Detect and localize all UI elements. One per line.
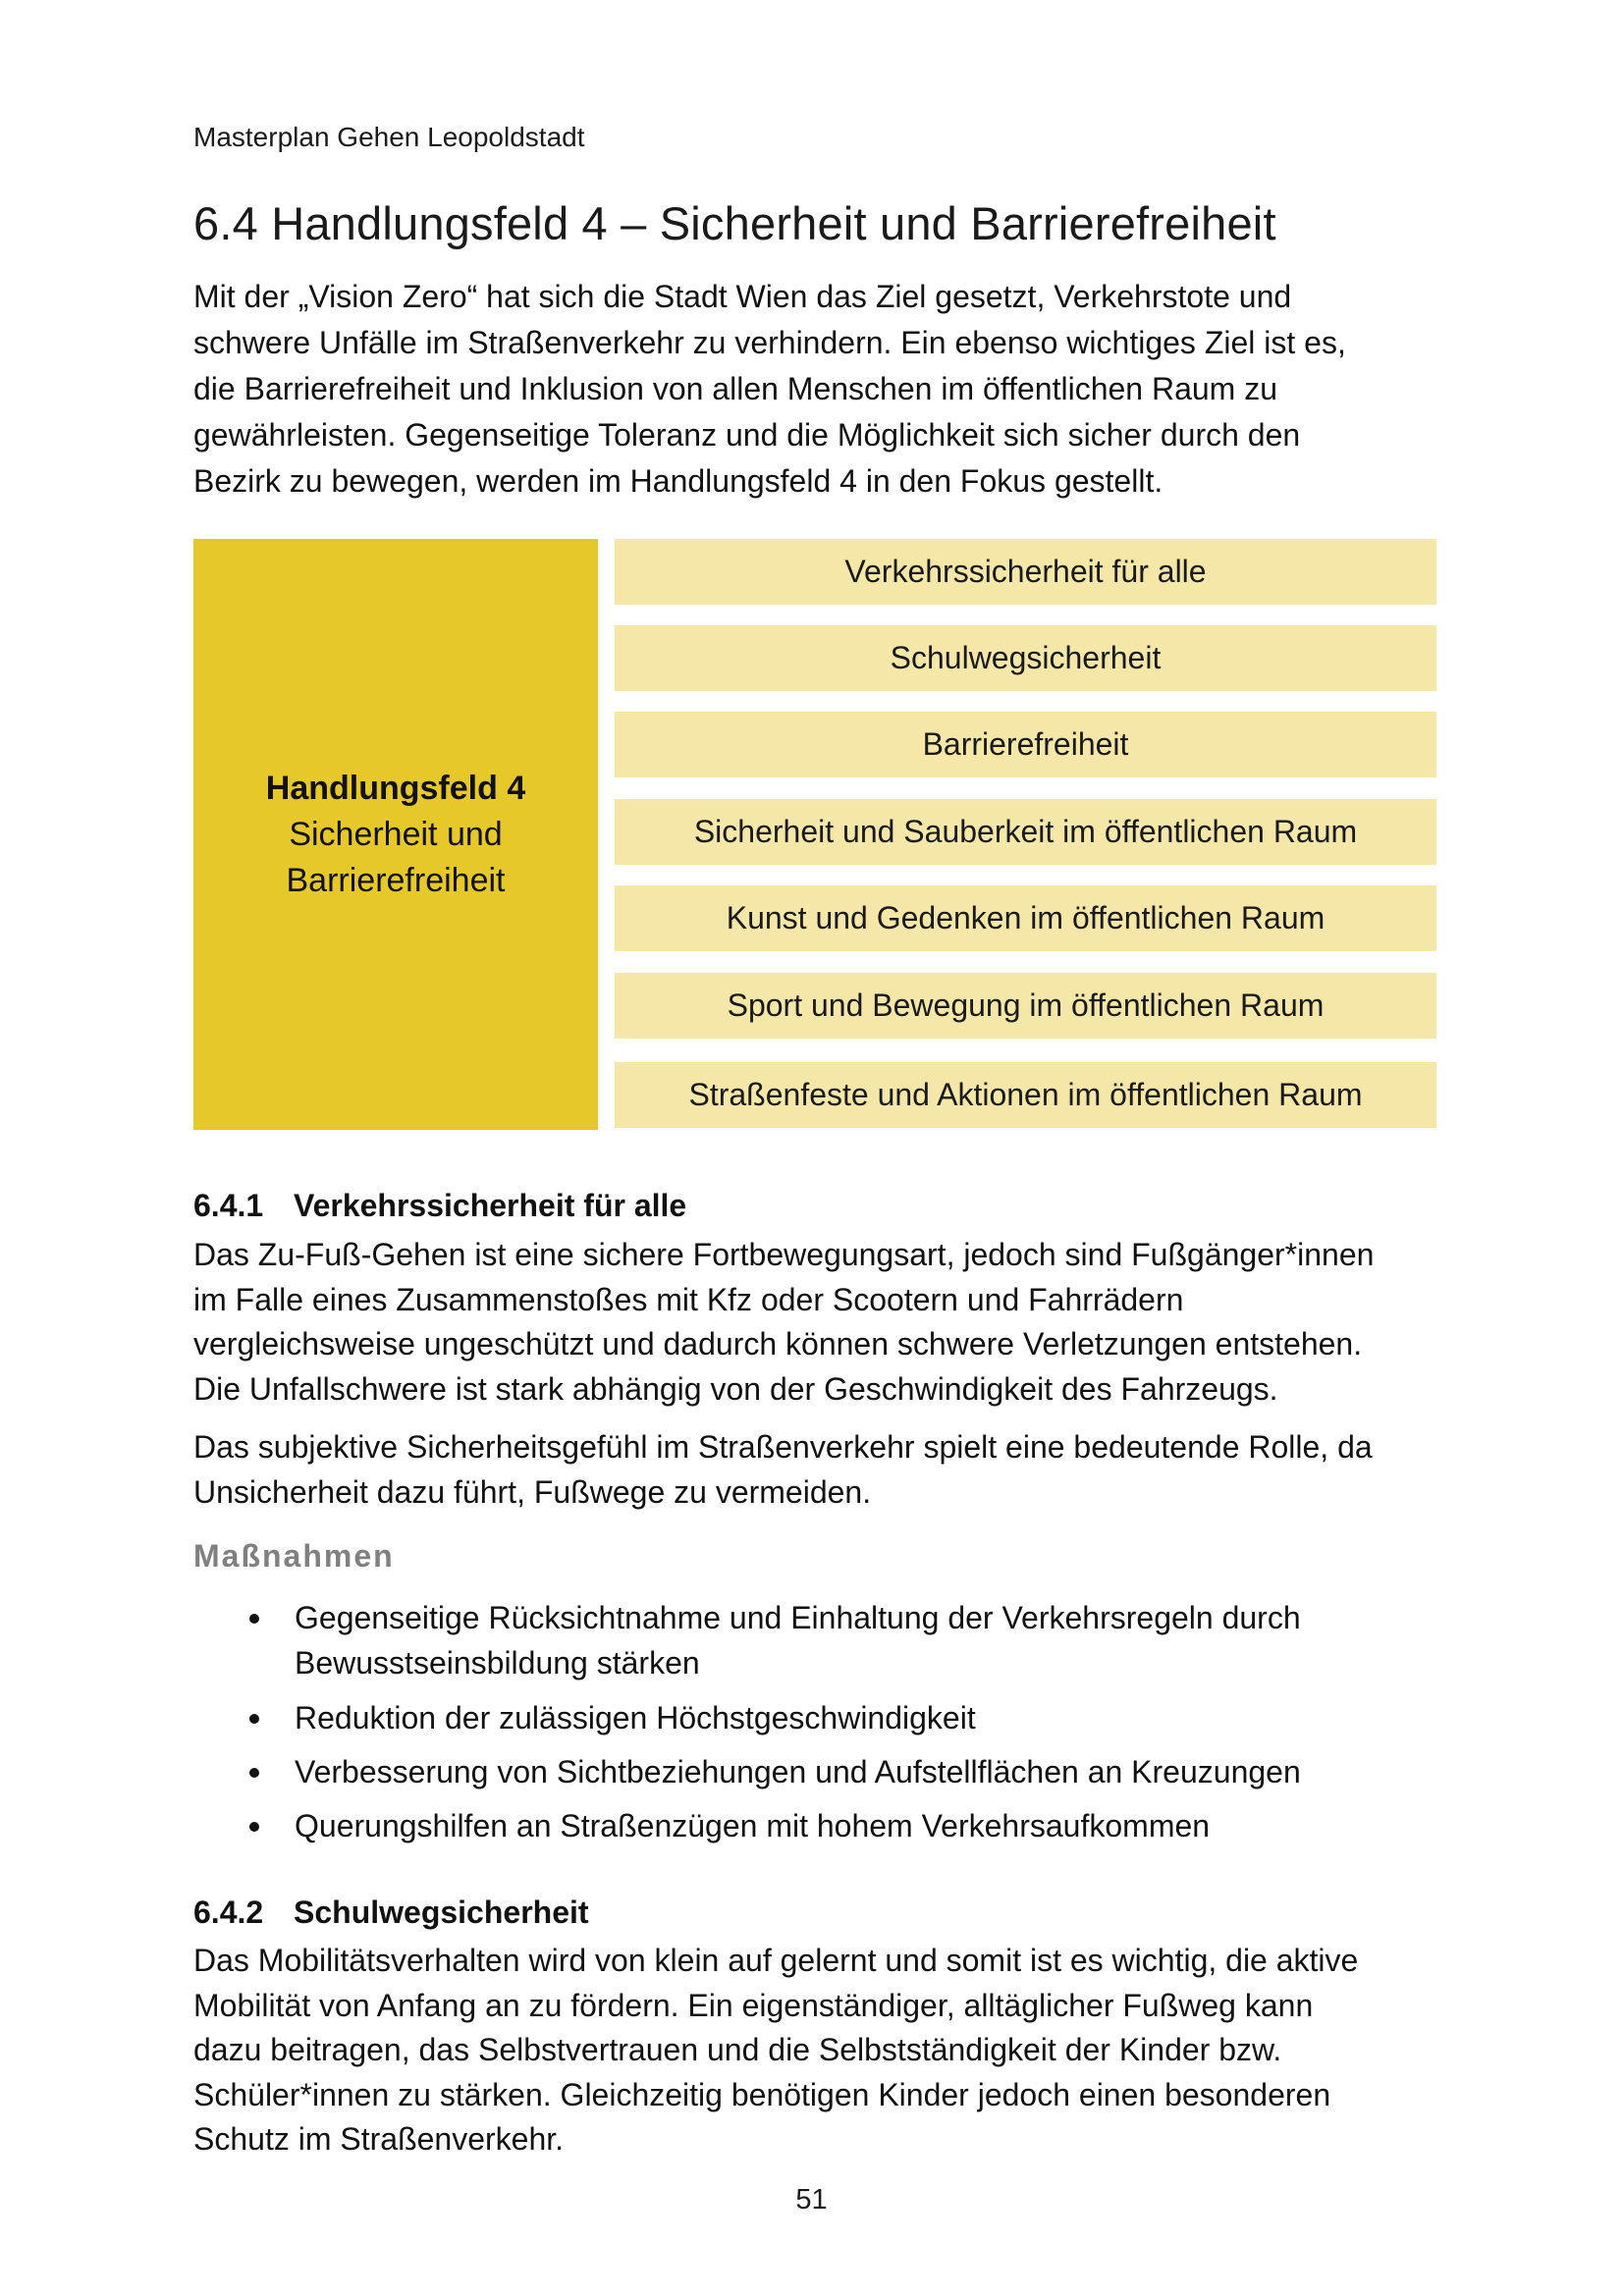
action-field-box	[193, 539, 598, 1130]
topic-box	[615, 539, 1436, 605]
intro-line: gewährleisten. Gegenseitige Toleranz und die Möglichkeit sich sicher durch den	[193, 417, 1301, 453]
paragraph-line: Mobilität von Anfang an zu fördern. Ein eigenständiger, alltäglicher Fußweg kann	[193, 1987, 1314, 2023]
topic-label: Barrierefreiheit	[922, 726, 1129, 762]
paragraph-line: vergleichsweise ungeschützt und dadurch können schwere Verletzungen entstehen.	[193, 1326, 1363, 1362]
topic-box	[615, 625, 1436, 691]
topic-label: Sicherheit und Sauberkeit im öffentlichen Raum	[693, 814, 1358, 849]
list-item-line: Reduktion der zulässigen Höchstgeschwindigkeit	[295, 1700, 976, 1735]
list-item-line: Gegenseitige Rücksichtnahme und Einhaltung der Verkehrsregeln durch	[295, 1600, 1301, 1635]
paragraph-line: Das subjektive Sicherheitsgefühl im Straßenverkehr spielt eine bedeutende Rolle, da	[193, 1429, 1373, 1465]
paragraph-line: dazu beitragen, das Selbstvertrauen und die Selbstständigkeit der Kinder bzw.	[193, 2032, 1282, 2067]
list-item-line: Querungshilfen an Straßenzügen mit hohem Verkehrsaufkommen	[295, 1808, 1211, 1843]
subsection-heading	[193, 1188, 686, 1224]
subsection-title: Schulwegsicherheit	[294, 1895, 589, 1930]
section-intro	[193, 274, 1435, 505]
paragraph-line: im Falle eines Zusammenstoßes mit Kfz oder Scootern und Fahrrädern	[193, 1281, 1184, 1317]
subsection-title: Verkehrssicherheit für alle	[294, 1188, 687, 1223]
paragraph-line: Das Zu-Fuß-Gehen ist eine sichere Fortbewegungsart, jedoch sind Fußgänger*innen	[193, 1237, 1375, 1272]
page-number: 51	[795, 2184, 828, 2216]
section-title: 6.4 Handlungsfeld 4 – Sicherheit und Barrierefreiheit	[193, 197, 1276, 249]
paragraph-line: Schutz im Straßenverkehr.	[193, 2121, 565, 2157]
action-field-subtitle-line: Barrierefreiheit	[286, 861, 506, 899]
topic-box	[615, 885, 1436, 951]
paragraph-line: Die Unfallschwere ist stark abhängig von der Geschwindigkeit des Fahrzeugs.	[193, 1370, 1278, 1407]
list-item	[295, 1804, 1404, 1849]
intro-line: schwere Unfälle im Straßenverkehr zu verhindern. Ein ebenso wichtiges Ziel ist es,	[193, 325, 1346, 360]
list-item	[295, 1696, 1404, 1741]
topic-box	[615, 1062, 1436, 1128]
topic-label: Kunst und Gedenken im öffentlichen Raum	[726, 900, 1325, 935]
topic-box	[615, 973, 1436, 1039]
intro-line: Mit der „Vision Zero“ hat sich die Stadt Wien das Ziel gesetzt, Verkehrstote und	[193, 279, 1292, 314]
subsection-number: 6.4.1	[193, 1188, 264, 1223]
paragraph	[193, 1425, 1435, 1515]
bullet-icon	[249, 1714, 259, 1724]
intro-line: die Barrierefreiheit und Inklusion von allen Menschen im öffentlichen Raum zu	[193, 371, 1278, 406]
intro-line: Bezirk zu bewegen, werden im Handlungsfeld 4 in den Fokus gestellt.	[193, 463, 1163, 499]
topic-label: Schulwegsicherheit	[890, 640, 1162, 675]
topic-label: Sport und Bewegung im öffentlichen Raum	[727, 988, 1325, 1023]
paragraph	[193, 1233, 1435, 1412]
measures-label: Maßnahmen	[193, 1538, 395, 1574]
bullet-icon	[249, 1822, 259, 1832]
bullet-icon	[249, 1614, 259, 1624]
bullet-icon	[249, 1768, 259, 1778]
subsection-heading	[193, 1895, 589, 1931]
paragraph-line: Das Mobilitätsverhalten wird von klein auf gelernt und somit ist es wichtig, die aktive	[193, 1943, 1359, 1978]
paragraph	[193, 1939, 1435, 2163]
action-field-title: Handlungsfeld 4	[265, 769, 526, 807]
subsection-number: 6.4.2	[193, 1895, 264, 1930]
topic-box	[615, 799, 1436, 865]
topic-label: Verkehrssicherheit für alle	[844, 554, 1207, 589]
paragraph-line: Unsicherheit dazu führt, Fußwege zu vermeiden.	[193, 1473, 872, 1510]
topic-box	[615, 712, 1436, 777]
list-item-line: Bewusstseinsbildung stärken	[295, 1644, 700, 1681]
list-item-line: Verbesserung von Sichtbeziehungen und Aufstellflächen an Kreuzungen	[295, 1754, 1301, 1789]
list-item	[295, 1596, 1404, 1685]
paragraph-line: Schüler*innen zu stärken. Gleichzeitig benötigen Kinder jedoch einen besonderen	[193, 2076, 1331, 2112]
topic-label: Straßenfeste und Aktionen im öffentlichen Raum	[688, 1077, 1363, 1112]
action-field-subtitle-line: Sicherheit und	[289, 815, 503, 853]
running-header: Masterplan Gehen Leopoldstadt	[193, 122, 585, 152]
list-item	[295, 1750, 1404, 1795]
